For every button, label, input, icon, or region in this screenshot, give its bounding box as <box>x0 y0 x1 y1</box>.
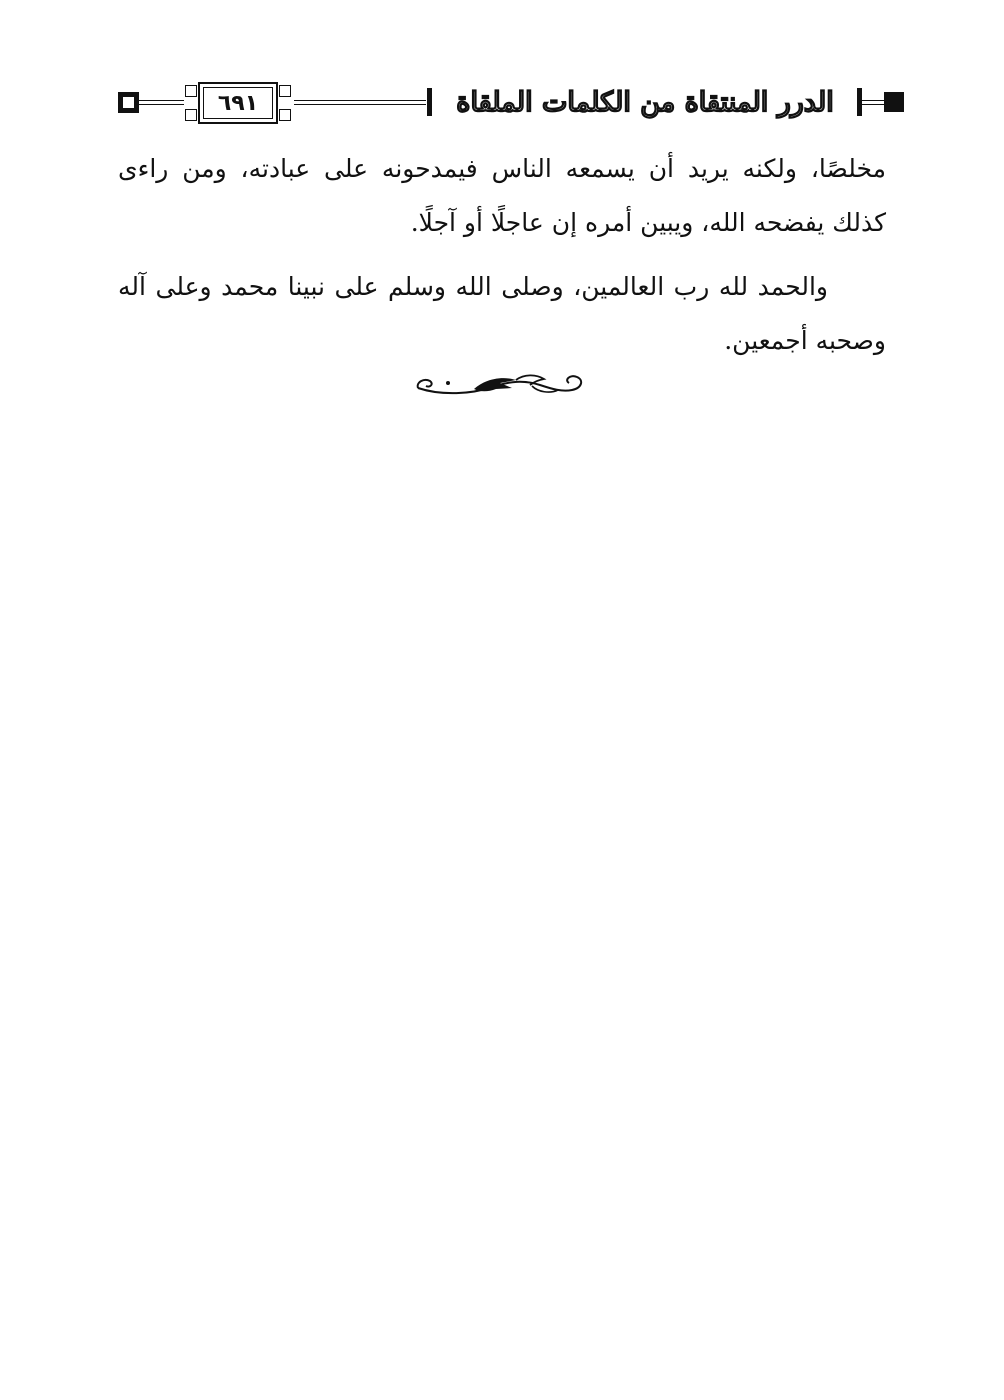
header-rule <box>294 100 426 105</box>
header-bar-icon <box>427 88 432 116</box>
frame-corner-icon <box>185 109 197 121</box>
page-header <box>118 82 888 128</box>
header-rule <box>139 100 184 105</box>
header-rule <box>862 100 884 105</box>
running-title: الدرر المنتقاة من الكلمات الملقاة <box>456 86 834 118</box>
page-number-frame <box>182 82 294 124</box>
solid-square-icon <box>884 92 904 112</box>
page-body <box>118 142 886 368</box>
frame-corner-icon <box>185 85 197 97</box>
frame-corner-icon <box>279 85 291 97</box>
body-paragraph: والحمد لله رب العالمين، وصلى الله وسلم على نبينا محمد وعلى آله وصحبه أجمعين. <box>118 272 886 355</box>
page-number: ٦٩١ <box>217 90 259 116</box>
floral-flourish-icon <box>412 368 592 402</box>
frame-corner-icon <box>279 109 291 121</box>
body-paragraph: مخلصًا، ولكنه يريد أن يسمعه الناس فيمدحونه على عبادته، ومن راءى كذلك يفضحه الله، ويبين أمره إن عاجلًا أو آجلًا. <box>118 154 886 237</box>
hollow-square-icon <box>118 92 139 113</box>
